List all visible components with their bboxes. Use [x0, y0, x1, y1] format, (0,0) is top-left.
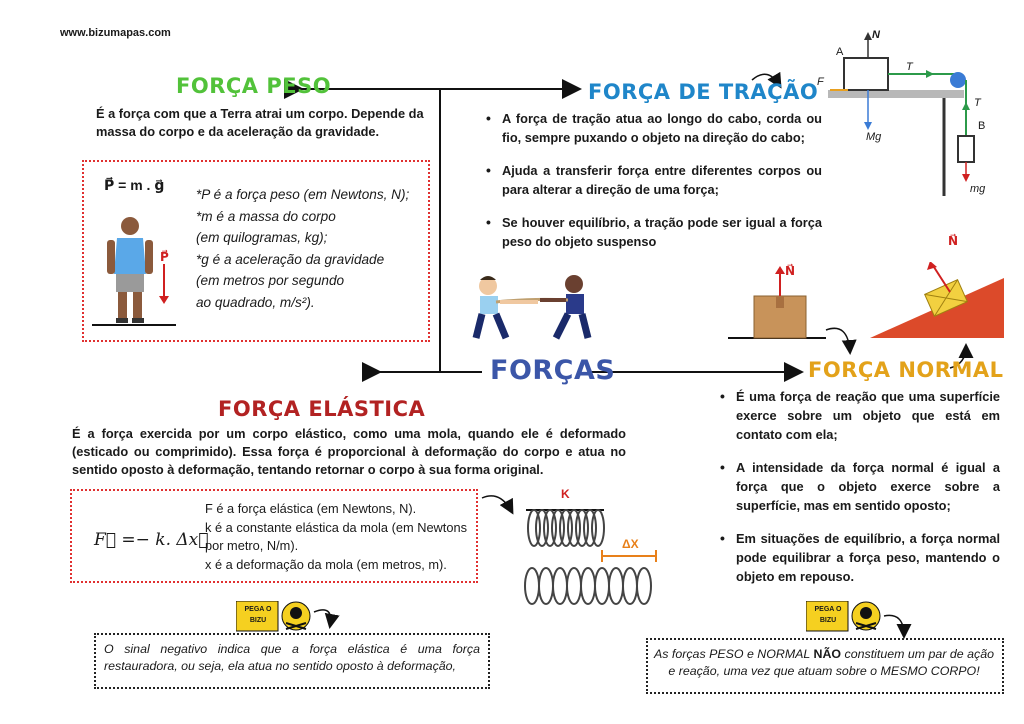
spring-label-dx: ΔX	[622, 537, 639, 551]
tracao-label-f: F	[817, 76, 824, 88]
normal-illustrations	[728, 262, 1018, 346]
list-item: • A força de tração atua ao longo do cabo, corda ou fio, sempre puxando o objeto na direção do cabo;	[486, 109, 822, 147]
peso-def-line: (em metros por segundo	[196, 273, 345, 288]
elastica-definitions	[205, 500, 467, 574]
normal-note-strong: NÃO	[813, 647, 842, 661]
elastica-def-line: x é a deformação da mola (em metros, m).	[205, 556, 447, 572]
list-item: • A intensidade da força normal é igual a força que o objeto exerce sobre a superfície, mas em sentido oposto;	[720, 458, 1000, 515]
peso-definitions	[196, 184, 424, 313]
elastica-def-line: k é a constante elástica da mola (em Newtons por metro, N/m).	[205, 519, 467, 554]
person-illustration	[92, 212, 182, 330]
peso-def-line: (em quilogramas, kg);	[196, 230, 328, 245]
elastica-description: É a força exercida por um corpo elástico, como uma mola, quando ele é deformado (esticado ou comprimido). Essa força é proporcional à deformação do corpo e atua no sentido oposto à deformação, tentando retornar o corpo à sua forma original.	[72, 426, 626, 477]
bizu-line1: PEGA O	[244, 606, 272, 613]
title-forca-elastica: FORÇA ELÁSTICA	[218, 397, 426, 421]
peso-def-line: *P é a força peso (em Newtons, N);	[196, 187, 410, 202]
tracao-label-t2: T	[974, 97, 981, 109]
normal-note-pre: As forças PESO e NORMAL	[654, 647, 814, 661]
list-item: • Ajuda a transferir força entre diferentes corpos ou para alterar a direção de uma força;	[486, 161, 822, 199]
peso-def-line: ao quadrado, m/s²).	[196, 294, 315, 310]
title-forca-peso: FORÇA PESO	[176, 74, 332, 98]
tracao-bullets	[486, 109, 822, 265]
spring-label-k: K	[561, 487, 570, 501]
tracao-label-b: B	[978, 120, 986, 132]
title-forca-tracao: FORÇA DE TRAÇÃO	[588, 80, 819, 104]
site-url[interactable]: www.bizumapas.com	[60, 27, 171, 39]
bizu-line2: BIZU	[249, 617, 267, 624]
bizu-line2: BIZU	[819, 617, 837, 624]
normal-bullets	[720, 387, 1000, 600]
peso-def-line: *g é a aceleração da gravidade	[196, 251, 385, 267]
tracao-label-mg-big: Mg	[866, 131, 882, 143]
title-forcas: FORÇAS	[490, 355, 616, 386]
normal-vector-label-ramp: N⃗	[948, 234, 959, 248]
list-item: • Se houver equilíbrio, a tração pode ser igual a força peso do objeto suspenso	[486, 213, 822, 251]
tracao-label-t1: T	[906, 61, 913, 73]
elastica-def-line: F é a força elástica (em Newtons, N).	[205, 501, 417, 516]
bizu-line1: PEGA O	[814, 606, 842, 613]
elastica-formula: F⃗ =− k. Δx⃗	[94, 530, 209, 550]
bizu-label-left	[238, 604, 278, 626]
elastica-note: O sinal negativo indica que a força elástica é uma força restauradora, ou seja, ela atua no sentido oposto à deformação,	[104, 642, 480, 673]
normal-note	[654, 646, 994, 680]
peso-def-line: *m é a massa do corpo	[196, 208, 336, 224]
tracao-label-mg-small: mg	[970, 183, 986, 195]
normal-note-post: constituem um par de ação e reação, uma vez que atuam sobre o MESMO CORPO!	[668, 647, 994, 678]
peso-vector-label: P⃗	[160, 250, 169, 264]
tug-of-war-illustration	[466, 272, 606, 344]
spring-illustration	[520, 500, 670, 612]
tracao-label-a: A	[836, 46, 844, 58]
list-item: • É uma força de reação que uma superfície exerce sobre um objeto que está em contato com ela;	[720, 387, 1000, 444]
title-forca-normal: FORÇA NORMAL	[808, 358, 1004, 382]
bizu-label-right	[808, 604, 848, 626]
peso-description: É a força com que a Terra atrai um corpo. Depende da massa do corpo e da aceleração da gravidade.	[96, 106, 424, 139]
list-item: • Em situações de equilíbrio, a força normal pode equilibrar a força peso, mantendo o objeto em repouso.	[720, 529, 1000, 586]
peso-formula: P⃗ = m . g⃗	[104, 177, 165, 193]
tracao-label-n: N	[872, 29, 880, 41]
normal-vector-label-box: N⃗	[785, 264, 796, 278]
